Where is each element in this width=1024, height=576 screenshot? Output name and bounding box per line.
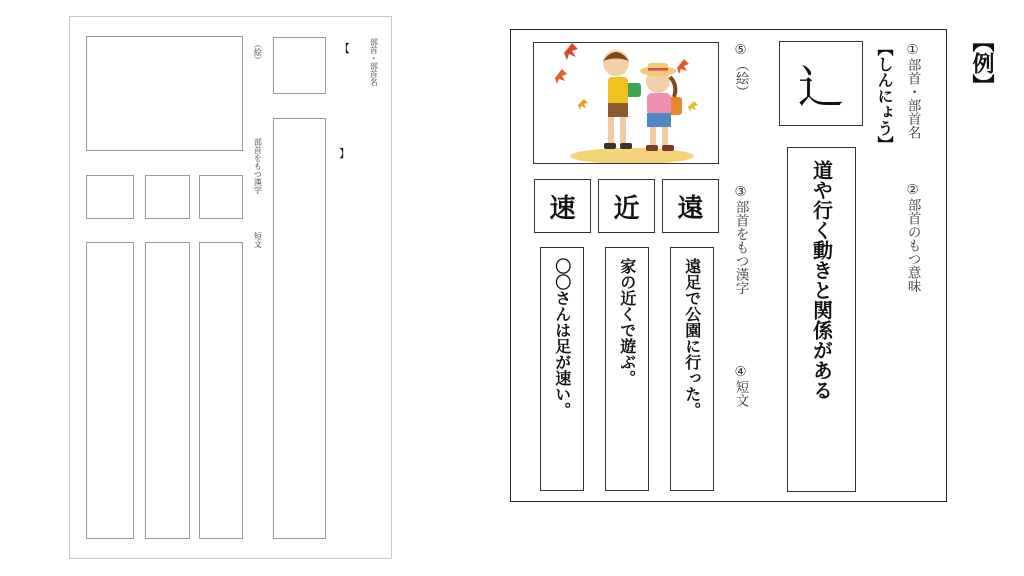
meaning-text: 道や行く動きと関係がある [809, 160, 834, 400]
kanji-card-3: 速 [534, 179, 591, 233]
kanji-card-2: 近 [598, 179, 655, 233]
label-kanji: ③部首をもつ漢字 [732, 184, 749, 295]
radical-name: 【しんにょう】 [875, 40, 894, 152]
label-e: ⑤（絵） [732, 42, 749, 99]
blank-label-e: （絵） [253, 40, 263, 64]
kanji-card-1: 遠 [662, 179, 719, 233]
sentence-box-2 [605, 247, 649, 491]
sentence-box-3 [540, 247, 584, 491]
sentence-2: 家の近くで遊ぶ。 [617, 258, 637, 386]
meaning-box [787, 147, 856, 492]
radical-box [779, 41, 863, 126]
blank-bracket-close: 】 [339, 147, 350, 160]
radical-glyph: 辶 [798, 59, 844, 114]
sentence-1: 遠足で公園に行った。 [682, 258, 702, 418]
blank-meaning-box [273, 118, 326, 539]
blank-sentence-box-3 [199, 242, 243, 539]
blank-label-tanbun: 短文 [253, 232, 263, 248]
sentence-3: 〇〇さんは足が速い。 [552, 258, 572, 418]
blank-sentence-box-1 [86, 242, 134, 539]
blank-kanji-box-2 [145, 175, 190, 219]
blank-sentence-box-2 [145, 242, 190, 539]
autumn-leaf-icon [555, 69, 567, 84]
blank-picture-box [86, 36, 243, 151]
blank-radical-box [273, 37, 326, 94]
blank-kanji-box-1 [86, 175, 134, 219]
blank-label-bushu: 部首・部首名 [369, 38, 379, 86]
label-imi: ②部首のもつ意味 [904, 182, 921, 293]
children-walking-illustration [534, 43, 719, 164]
blank-kanji-box-3 [199, 175, 243, 219]
example-tag: 【例】 [969, 30, 994, 96]
sentence-box-1 [670, 247, 714, 491]
label-tanbun: ④短文 [732, 364, 749, 407]
picture-box [533, 42, 719, 164]
label-bushu: ①部首・部首名 [904, 42, 921, 139]
autumn-leaf-icon [564, 43, 578, 60]
blank-bracket-open: 【 [339, 42, 350, 55]
blank-label-kanji: 部首をもつ漢字 [253, 138, 263, 194]
